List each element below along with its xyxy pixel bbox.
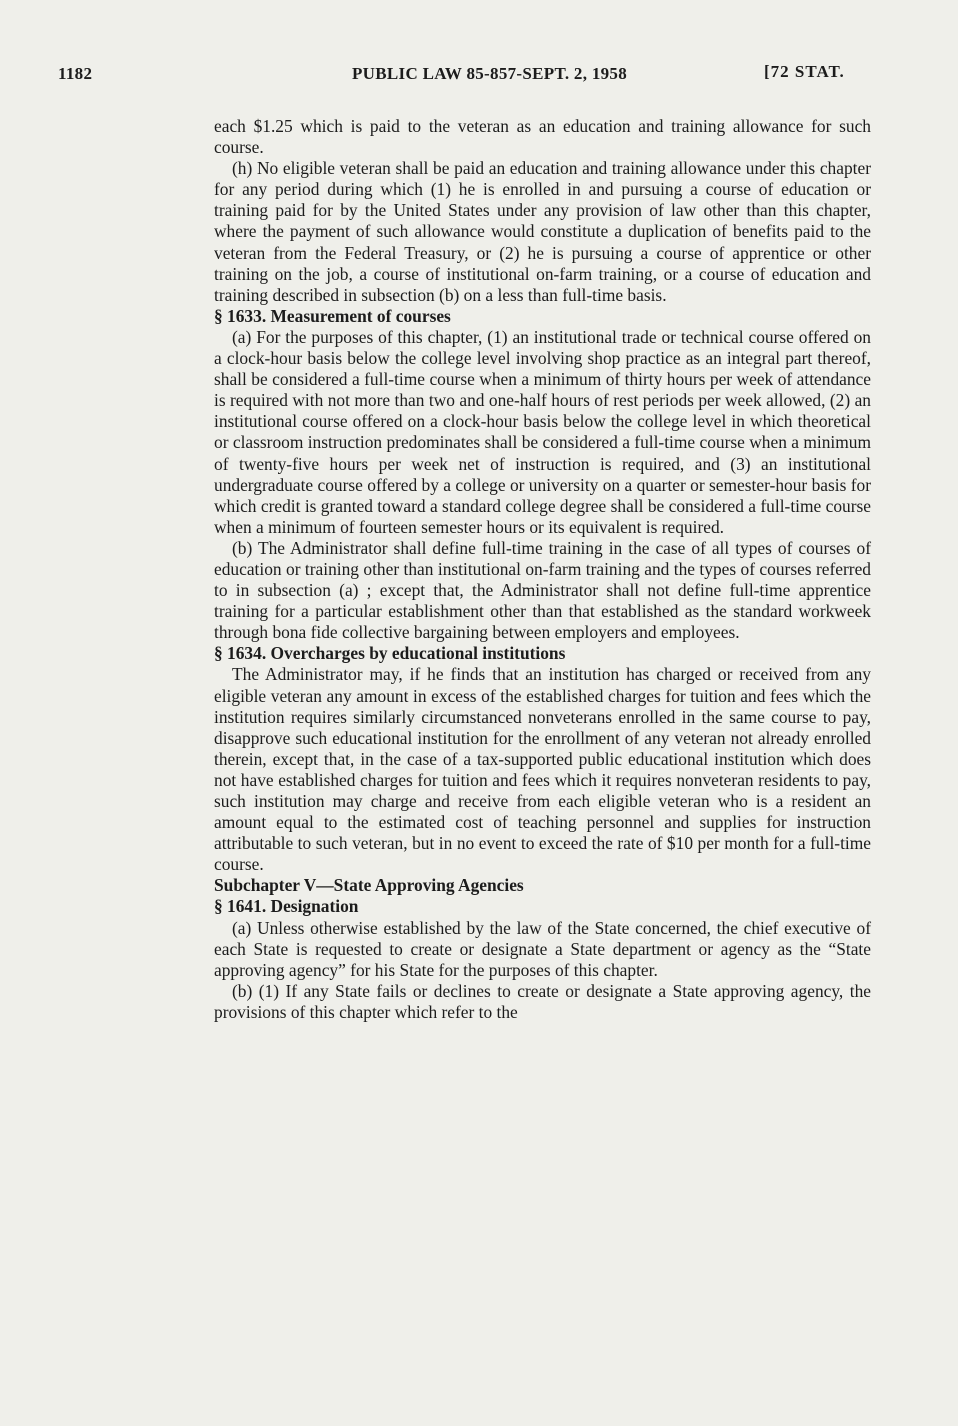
section-1634-text: The Administrator may, if he finds that an institution has charged or received from any eligible veteran any amount in excess of the established charges for tuition and fees which the institution requires similarly circumstanced nonveterans enrolled in the same course to pay, disapprove such educational institution for the enrollment of any veteran not already enrolled therein, except that, in the case of a tax-supported public educational institution which does not have established charges for tuition and fees which it requires nonveteran residents to pay, such institution may charge and receive from each eligible veteran who is a resident an amount equal to the estimated cost of teaching personnel and supplies for instruction attributable to such veteran, but in no event to exceed the rate of $10 per month for a full-time course. — [214, 664, 871, 875]
stat-reference: [72 STAT. — [764, 62, 845, 81]
paragraph-h: (h) No eligible veteran shall be paid an education and training allowance under this chapter for any period during which (1) he is enrolled in and pursuing a course of education or training paid for by the United States under any provision of law other than this chapter, where the payment of such allowance would constitute a duplication of benefits paid to the veteran from the Federal Treasury, or (2) he is pursuing a course of apprentice or other training on the job, a course of institutional on-farm training, or a course of education and training described in subsection (b) on a less than full-time basis. — [214, 158, 871, 305]
section-1641-b: (b) (1) If any State fails or declines to create or designate a State approving agency, the provisions of this chapter which refer to the — [214, 980, 871, 1022]
page-number: 1182 — [58, 64, 93, 83]
section-1633-heading: § 1633. Measurement of courses — [214, 305, 451, 326]
section-1633-a: (a) For the purposes of this chapter, (1) an institutional trade or technical course offered on a clock-hour basis below the college level involving shop practice as an integral part thereof, shall be considered a full-time course when a minimum of thirty hours per week of attendance is required with not more than two and one-half hours of rest periods per week allowed, (2) an institutional course offered on a clock-hour basis below the college level in which theoretical or classroom instruction predominates shall be considered a full-time course when a minimum of twenty-five hours per week net of instruction is required, and (3) an institutional undergraduate course offered by a college or university on a quarter or semester-hour basis for which credit is granted toward a standard college degree shall be considered a full-time course when a minimum of fourteen semester hours or its equivalent is required. — [214, 326, 871, 537]
section-1641-heading: § 1641. Designation — [214, 896, 359, 917]
paragraph-continuation: each $1.25 which is paid to the veteran as an education and training allowance for such course. — [214, 116, 871, 158]
section-1633-b: (b) The Administrator shall define full-time training in the case of all types of courses of education or training other than institutional on-farm training and the types of courses referred to in subsection (a) ; except that, the Administrator shall not define full-time apprentice training for a particular establishment other than that established as the standard workweek through bona fide collective bargaining between employers and employees. — [214, 537, 871, 643]
section-1641-a: (a) Unless otherwise established by the law of the State concerned, the chief executive of each State is requested to create or designate a State department or agency as the “State approving agency” for his State for the purposes of this chapter. — [214, 917, 871, 980]
running-head: PUBLIC LAW 85-857-SEPT. 2, 1958 — [352, 64, 628, 83]
subchapter-heading: Subchapter V—State Approving Agencies — [214, 875, 524, 896]
section-1634-heading: § 1634. Overcharges by educational institutions — [214, 643, 566, 664]
document-body — [214, 116, 871, 1023]
